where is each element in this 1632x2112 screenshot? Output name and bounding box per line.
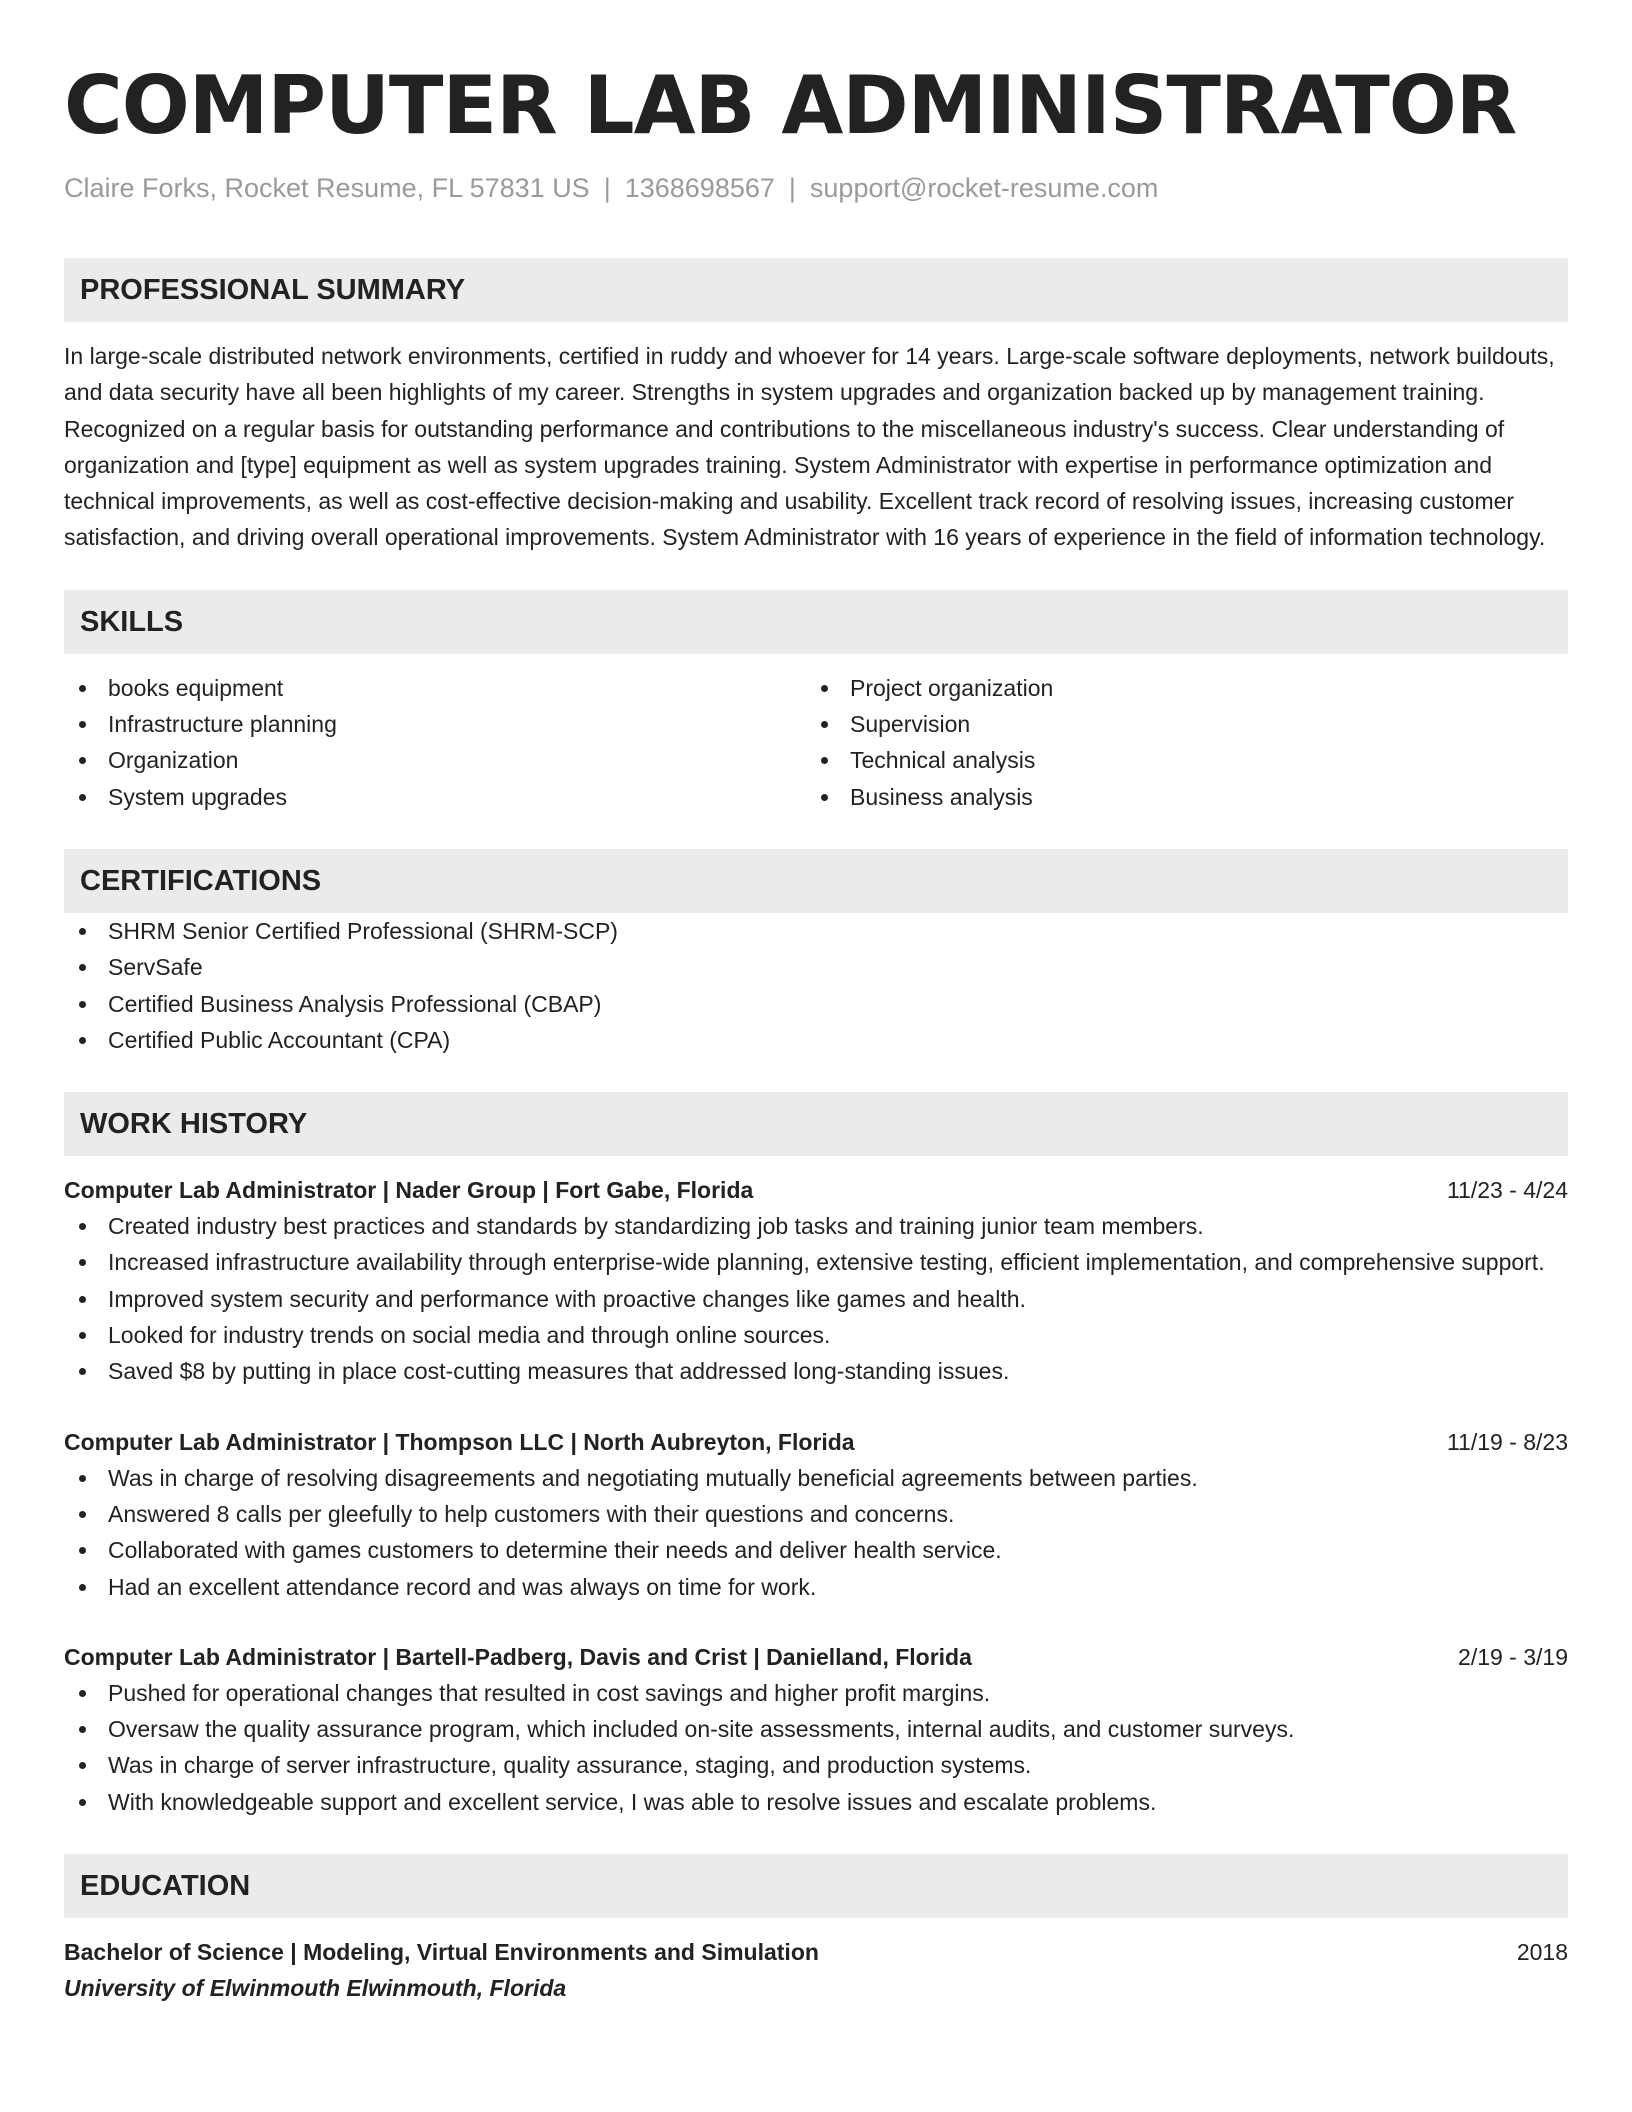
job-dates: 11/23 - 4/24	[1446, 1177, 1568, 1204]
certification-item: Certified Business Analysis Professional (CBAP)	[64, 986, 1568, 1022]
job-bullet: Improved system security and performance with proactive changes like games and health.	[64, 1281, 1568, 1317]
section-header-skills: SKILLS	[64, 590, 1568, 654]
skill-item: Business analysis	[806, 779, 1548, 815]
job-entry	[64, 1639, 1568, 1820]
job-title: Computer Lab Administrator | Bartell-Padberg, Davis and Crist | Danielland, Florida	[64, 1643, 972, 1670]
certification-item: ServSafe	[64, 949, 1568, 985]
skill-item: Technical analysis	[806, 742, 1548, 778]
resume-page	[64, 56, 1568, 2006]
education-heading-row	[64, 1934, 1568, 1970]
skills-column-left	[64, 670, 806, 815]
contact-email: support@rocket-resume.com	[809, 173, 1159, 203]
contact-separator: |	[788, 173, 796, 203]
job-entry	[64, 1424, 1568, 1605]
job-bullet: Saved $8 by putting in place cost-cutting measures that addressed long-standing issues.	[64, 1353, 1568, 1389]
job-bullet: Increased infrastructure availability through enterprise-wide planning, extensive testing, efficient implementation, and comprehensive support.	[64, 1244, 1568, 1280]
skill-item: Organization	[64, 742, 806, 778]
skill-item: Infrastructure planning	[64, 706, 806, 742]
resume-title: COMPUTER LAB ADMINISTRATOR	[64, 59, 1517, 152]
education-school: University of Elwinmouth Elwinmouth, Florida	[64, 1975, 567, 2002]
job-heading-row	[64, 1172, 1568, 1208]
education-degree: Bachelor of Science | Modeling, Virtual Environments and Simulation	[64, 1939, 819, 1966]
certifications-list	[64, 913, 1568, 1058]
contact-line	[64, 170, 1568, 206]
skills-column-right	[806, 670, 1548, 815]
skill-item: books equipment	[64, 670, 806, 706]
job-bullet: Collaborated with games customers to determine their needs and deliver health service.	[64, 1532, 1568, 1568]
skills-list	[64, 670, 1568, 815]
job-dates: 11/19 - 8/23	[1446, 1428, 1568, 1455]
skill-item: Project organization	[806, 670, 1548, 706]
certification-item: SHRM Senior Certified Professional (SHRM-SCP)	[64, 913, 1568, 949]
job-bullet: Had an excellent attendance record and was always on time for work.	[64, 1569, 1568, 1605]
job-heading-row	[64, 1639, 1568, 1675]
job-heading-row	[64, 1424, 1568, 1460]
job-bullet: Looked for industry trends on social media and through online sources.	[64, 1317, 1568, 1353]
certification-item: Certified Public Accountant (CPA)	[64, 1022, 1568, 1058]
section-header-work-history: WORK HISTORY	[64, 1092, 1568, 1156]
contact-address: Claire Forks, Rocket Resume, FL 57831 US	[64, 173, 590, 203]
skill-item: Supervision	[806, 706, 1548, 742]
job-bullets	[64, 1460, 1568, 1605]
skill-item: System upgrades	[64, 779, 806, 815]
section-header-certifications: CERTIFICATIONS	[64, 849, 1568, 913]
summary-text: In large-scale distributed network environments, certified in ruddy and whoever for 14 years. Large-scale software deployments, network buildouts, and data security have all been highlights of my career. Strengths in system upgrades and organization backed up by management training. Recognized on a regular basis for outstanding performance and contributions to the miscellaneous industry's success. Clear understanding of organization and [type] equipment as well as system upgrades training. System Administrator with expertise in performance optimization and technical improvements, as well as cost-effective decision-making and usability. Excellent track record of resolving issues, increasing customer satisfaction, and driving overall operational improvements. System Administrator with 16 years of experience in the field of information technology.	[64, 343, 1555, 551]
job-title: Computer Lab Administrator | Thompson LLC | North Aubreyton, Florida	[64, 1428, 855, 1455]
job-bullet: Was in charge of resolving disagreements and negotiating mutually beneficial agreements between parties.	[64, 1460, 1568, 1496]
job-bullet: Created industry best practices and standards by standardizing job tasks and training junior team members.	[64, 1208, 1568, 1244]
section-header-education: EDUCATION	[64, 1854, 1568, 1918]
job-bullet: Oversaw the quality assurance program, which included on-site assessments, internal audits, and customer surveys.	[64, 1711, 1568, 1747]
job-dates: 2/19 - 3/19	[1458, 1643, 1568, 1670]
job-entry	[64, 1172, 1568, 1389]
job-bullet: With knowledgeable support and excellent service, I was able to resolve issues and escalate problems.	[64, 1784, 1568, 1820]
job-title: Computer Lab Administrator | Nader Group | Fort Gabe, Florida	[64, 1177, 754, 1204]
job-bullet: Pushed for operational changes that resulted in cost savings and higher profit margins.	[64, 1675, 1568, 1711]
job-bullet: Was in charge of server infrastructure, quality assurance, staging, and production systems.	[64, 1747, 1568, 1783]
job-bullets	[64, 1208, 1568, 1389]
contact-phone: 1368698567	[624, 173, 775, 203]
section-header-summary: PROFESSIONAL SUMMARY	[64, 258, 1568, 322]
job-bullets	[64, 1675, 1568, 1820]
contact-separator: |	[603, 173, 611, 203]
education-year: 2018	[1516, 1939, 1568, 1966]
job-bullet: Answered 8 calls per gleefully to help customers with their questions and concerns.	[64, 1496, 1568, 1532]
